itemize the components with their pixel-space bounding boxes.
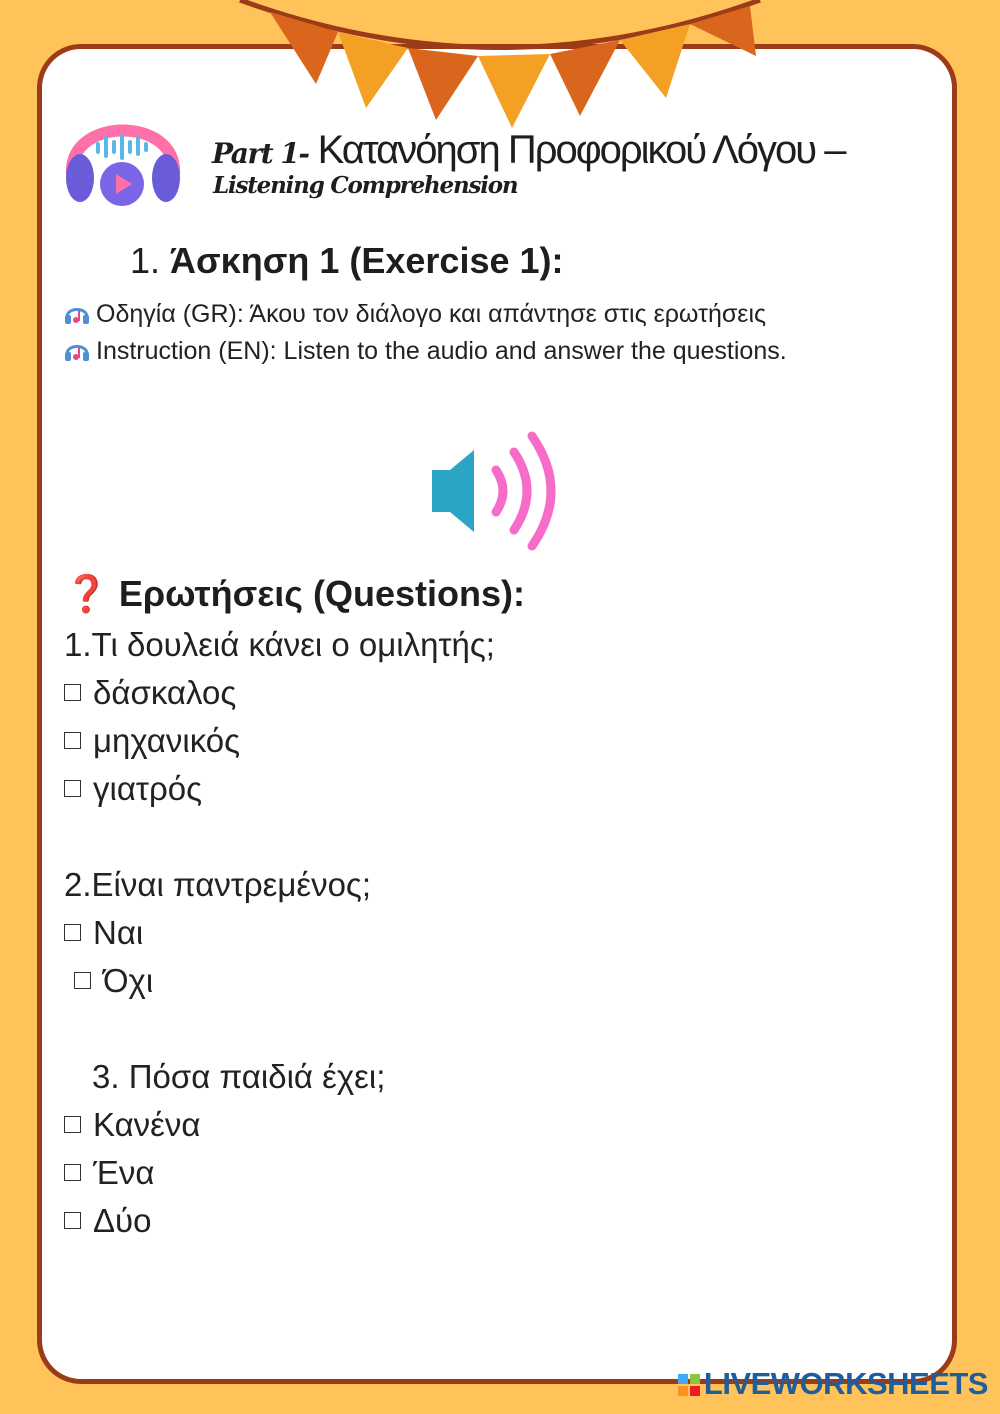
option-1-1[interactable] — [64, 674, 236, 712]
exercise-title: Άσκηση 1 (Exercise 1): — [170, 240, 564, 281]
option-label: δάσκαλος — [93, 674, 237, 711]
option-1-3[interactable] — [64, 770, 202, 808]
option-3-2[interactable] — [64, 1154, 154, 1192]
instruction-en-label: Instruction (EN): — [96, 337, 277, 365]
worksheet-subtitle: Listening Comprehension — [213, 172, 518, 199]
option-2-1[interactable] — [64, 914, 143, 952]
option-label: γιατρός — [93, 770, 202, 807]
speaker-icon[interactable] — [428, 428, 570, 554]
option-3-3[interactable] — [64, 1202, 151, 1240]
option-1-2[interactable] — [64, 722, 240, 760]
option-label: Ναι — [93, 914, 144, 951]
title-part-label: Part 1- — [212, 137, 309, 170]
questions-heading — [64, 573, 525, 615]
music-note-icon — [64, 303, 90, 325]
bunting-decoration — [230, 0, 770, 130]
option-label: Όχι — [103, 962, 154, 999]
option-label: Δύο — [93, 1202, 152, 1239]
checkbox[interactable] — [64, 732, 81, 749]
option-label: μηχανικός — [93, 722, 241, 759]
instruction-gr — [64, 300, 766, 329]
question-mark-icon: ❓ — [64, 573, 109, 614]
headphones-icon — [60, 96, 186, 212]
music-note-icon — [64, 340, 90, 362]
option-label: Κανένα — [93, 1106, 201, 1143]
checkbox[interactable] — [64, 684, 81, 701]
option-2-2[interactable] — [74, 962, 153, 1000]
question-2: 2.Είναι παντρεμένος; — [64, 866, 371, 903]
exercise-heading — [130, 240, 564, 282]
checkbox[interactable] — [64, 1212, 81, 1229]
option-label: Ένα — [93, 1154, 155, 1191]
questions-title: Ερωτήσεις (Questions): — [118, 573, 526, 614]
checkbox[interactable] — [64, 1164, 81, 1181]
checkbox[interactable] — [74, 972, 91, 989]
worksheet-title — [212, 128, 845, 173]
question-1: 1.Τι δουλειά κάνει ο ομιλητής; — [64, 626, 495, 663]
question-3: 3. Πόσα παιδιά έχει; — [92, 1058, 386, 1095]
liveworksheets-logo — [678, 1366, 988, 1402]
liveworksheets-icon — [678, 1374, 700, 1396]
brand-name: LIVEWORKSHEETS — [703, 1366, 988, 1401]
instruction-en — [64, 337, 787, 366]
instruction-en-text: Listen to the audio and answer the questions. — [276, 337, 787, 365]
instruction-gr-text: Άκου τον διάλογο και απάντησε στις ερωτήσεις — [243, 300, 767, 328]
option-3-1[interactable] — [64, 1106, 200, 1144]
exercise-number: 1. — [130, 240, 161, 281]
checkbox[interactable] — [64, 1116, 81, 1133]
instruction-gr-label: Οδηγία (GR): — [96, 300, 244, 328]
checkbox[interactable] — [64, 924, 81, 941]
title-text: Κατανόηση Προφορικού Λόγου – — [308, 128, 845, 172]
checkbox[interactable] — [64, 780, 81, 797]
